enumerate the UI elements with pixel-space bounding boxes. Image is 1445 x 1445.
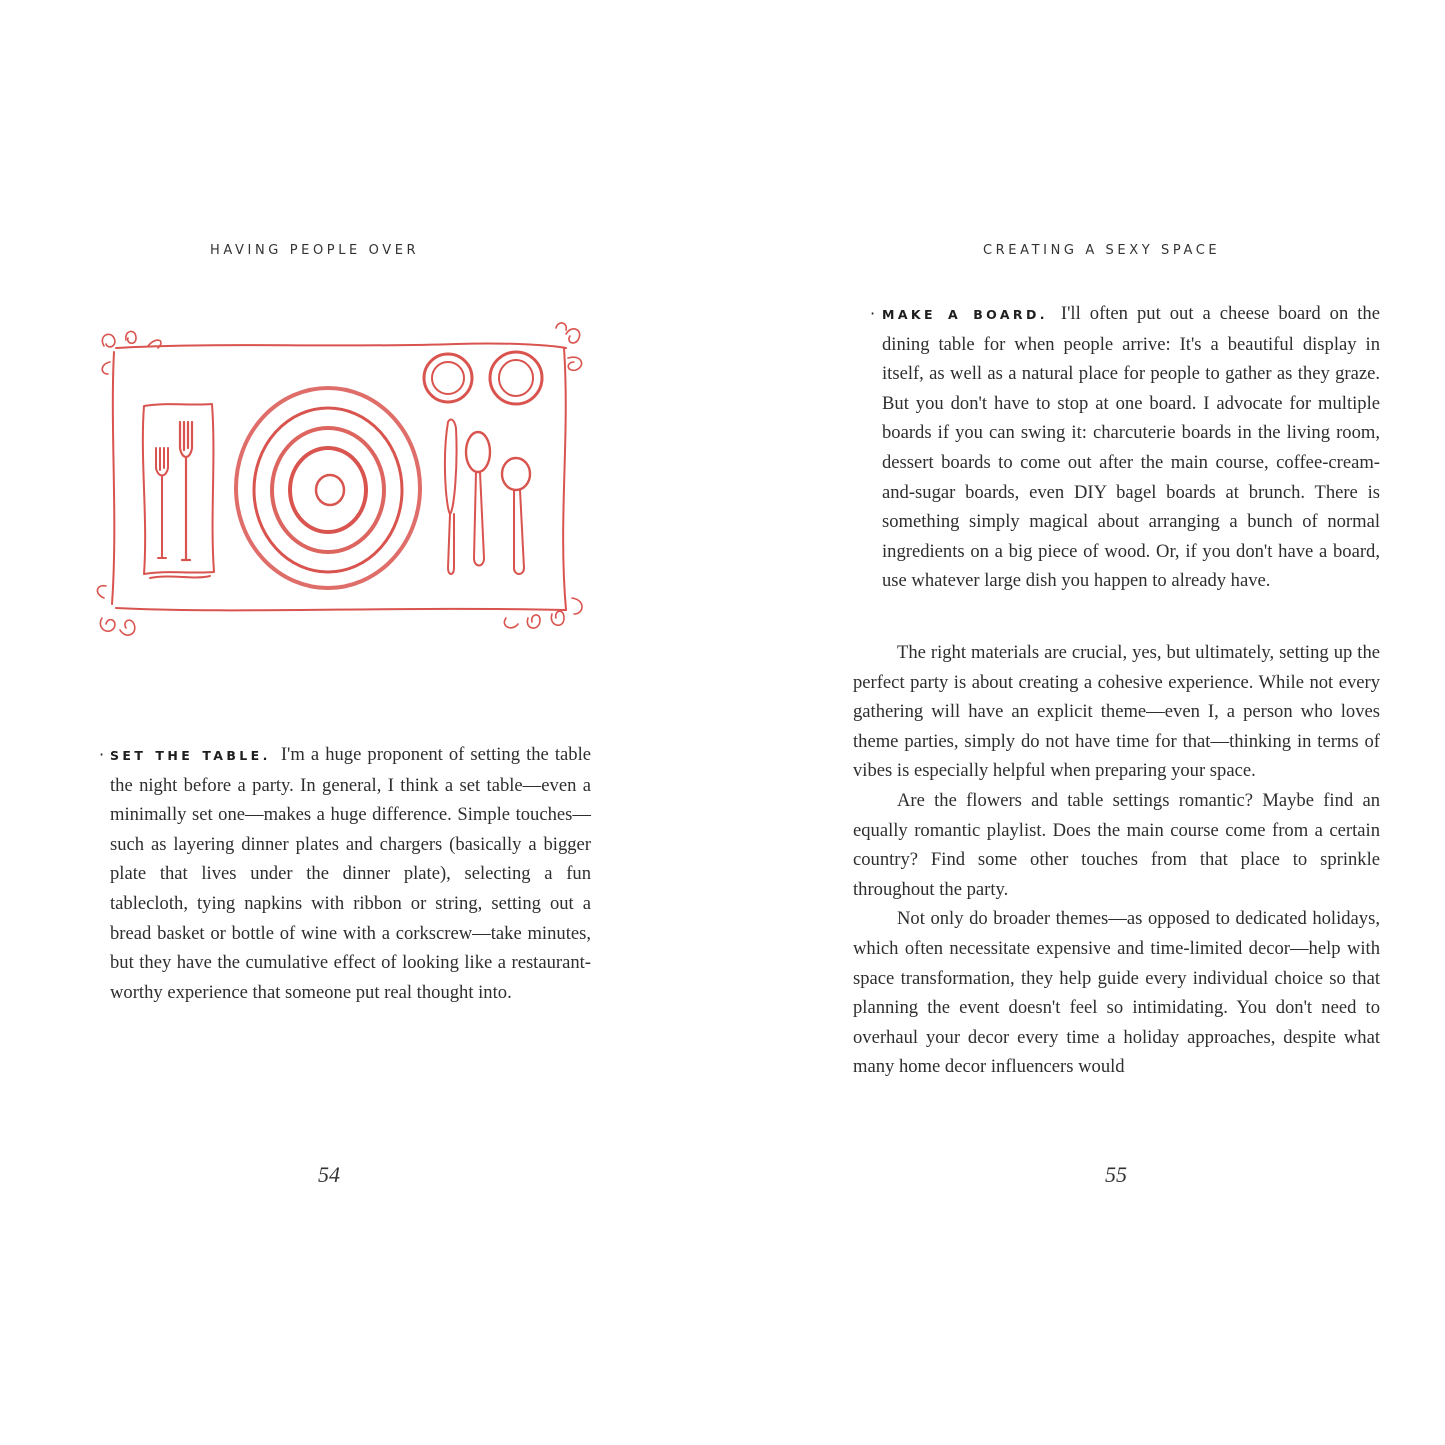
page-number: 55 <box>1105 1162 1127 1187</box>
left-page <box>0 0 722 1445</box>
left-body-text <box>98 740 591 1007</box>
lead-in-heading: SET THE TABLE. <box>110 748 271 763</box>
running-head: HAVING PEOPLE OVER <box>210 243 420 258</box>
right-body-text <box>853 638 1380 1082</box>
paragraph: Are the flowers and table settings romantic? Maybe find an equally romantic playlist. Does the main course come from a certain country? Find some other touches from that place to sprinkle throughout the party. <box>853 789 1380 900</box>
page-number: 54 <box>318 1162 340 1187</box>
set-the-table-paragraph <box>98 740 591 1007</box>
running-head: CREATING A SEXY SPACE <box>983 243 1221 258</box>
table-setting-icon <box>96 318 588 640</box>
paragraph: The right materials are crucial, yes, but ultimately, setting up the perfect party is about creating a cohesive experience. While not every gathering will have an explicit theme—even I, a person who loves theme parties, simply do not have time for that—thinking in terms of vibes is especially helpful when preparing your space. <box>853 642 1380 782</box>
paragraph-text: I'm a huge proponent of setting the table the night before a party. In general, I think a set table—even a minimally set one—makes a huge difference. Simple touches—such as layering dinner plates and chargers (basically a bigger plate that lives under the dinner plate), selecting a fun tablecloth, tying napkins with ribbon or string, setting out a bread basket or bottle of wine with a corkscrew—take minutes, but they have the cumulative effect of looking like a restaurant-worthy experience that someone put real thought into. <box>110 744 591 1003</box>
bullet-icon: · <box>870 304 876 323</box>
paragraph: Not only do broader themes—as opposed to dedicated holidays, which often necessitate expensive and time-limited decor—help with space transformation, they help guide every individual choice so that planning the event doesn't feel so intimidating. You don't need to overhaul your decor every time a holiday approaches, despite what many home decor influencers would <box>853 908 1380 1078</box>
paragraph-text: I'll often put out a cheese board on the dining table for when people arrive: It's a beautiful display in itself, as well as a natural place for people to gather as they graze. But you don't have to stop at one board. I advocate for multiple boards if you can swing it: charcuterie boards in the living room, dessert boards to come out after the main course, coffee-cream-and-sugar boards, even DIY bagel boards at brunch. There is something simply magical about arranging a bunch of normal ingredients on a big piece of wood. Or, if you don't have a board, use whatever large dish you happen to already have. <box>882 303 1380 592</box>
right-bullet-text <box>870 299 1380 596</box>
make-a-board-paragraph <box>870 299 1380 596</box>
table-setting-illustration <box>96 318 588 640</box>
right-page <box>722 0 1445 1445</box>
lead-in-heading: MAKE A BOARD. <box>882 307 1048 322</box>
bullet-icon: · <box>99 745 105 764</box>
